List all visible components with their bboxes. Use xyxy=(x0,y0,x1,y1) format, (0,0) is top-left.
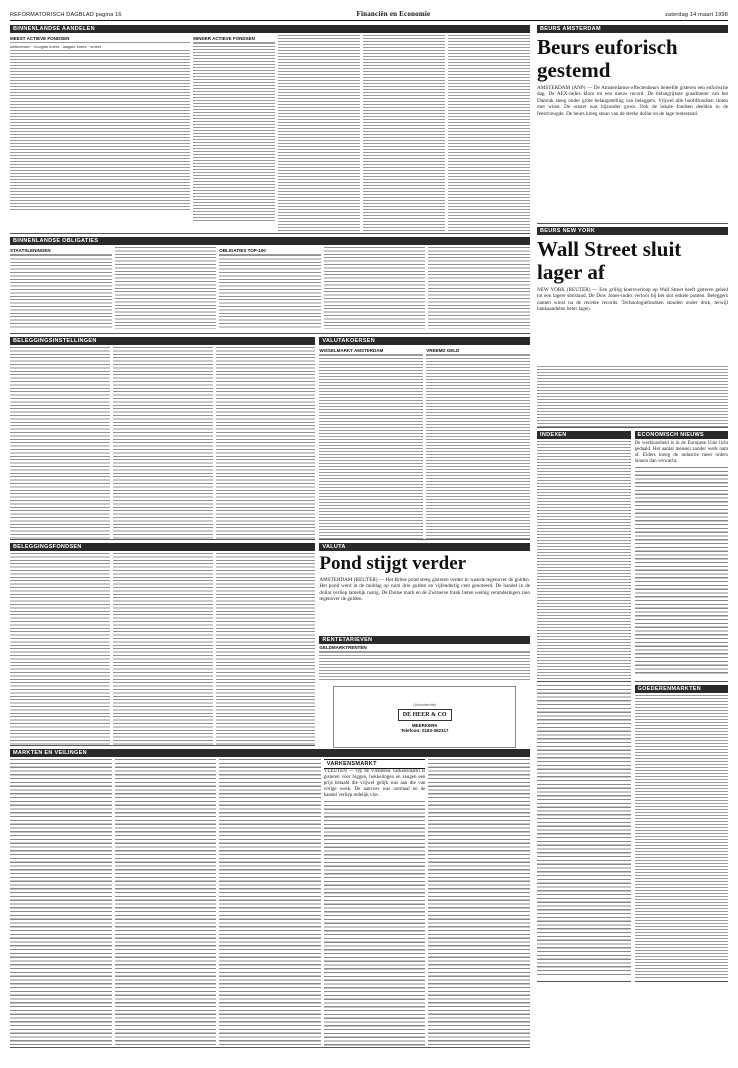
subsection-header: OBLIGATIES TOP-100 xyxy=(219,247,321,255)
article-beurs: AMSTERDAM (ANP) — De Amsterdamse effectenbeurs beleefde gisteren een euforische dag. De AEX-index klom tot een nieuw record. De belangrijkste graadmeter van het Damrak steeg onder grote belangstelling van beleggers. Vrijwel alle hoofdfondsen sloten met winst. De omzet was bijzonder groot. Ook de lokale fondsen deelden in de feestvreugde. De beurs kreeg steun van de sterke dollar en de lage rentestand. xyxy=(537,85,728,117)
price-listing xyxy=(448,35,530,231)
advertisement-label: (Advertentie) xyxy=(413,701,437,707)
section-indexen xyxy=(537,431,631,682)
section-header: GOEDERENMARKTEN xyxy=(635,685,729,693)
price-listing xyxy=(319,355,423,539)
price-column xyxy=(113,553,213,745)
section-header: VALUTAKOERSEN xyxy=(319,337,530,345)
section-header: MARKTEN EN VEILINGEN xyxy=(10,749,530,757)
headline-beurs: Beurs euforisch gestemd xyxy=(537,35,678,82)
advertiser-phone: Telefoon: 0183-352317 xyxy=(400,727,449,733)
page-layout xyxy=(10,25,728,1051)
text-column xyxy=(219,759,321,1048)
text-body xyxy=(428,759,530,1047)
price-listing xyxy=(426,355,530,539)
price-column xyxy=(10,347,110,539)
column-valuta-rente xyxy=(319,543,530,745)
text-body xyxy=(219,759,321,1047)
price-column xyxy=(216,553,316,745)
row-goederenmarkten xyxy=(537,685,728,985)
advertiser-name: MEERKERK xyxy=(411,722,438,728)
advertiser-logo: DE HEER & CO xyxy=(398,709,452,721)
section-header: BELEGGINGSINSTELLINGEN xyxy=(10,337,315,345)
row-beleggingsfondsen xyxy=(10,543,530,749)
headline-new-york: Wall Street sluit lager af xyxy=(537,237,682,284)
section-bottom-text xyxy=(537,685,631,982)
text-columns xyxy=(10,757,530,1048)
section-header: RENTETARIEVEN xyxy=(319,636,530,644)
subsection-header: STAATSLENINGEN xyxy=(10,247,112,255)
subsection-header: MINDER ACTIEVE FONDSEN xyxy=(193,35,275,43)
section-goederenmarkten xyxy=(635,685,729,982)
masthead-left: REFORMATORISCH DAGBLAD pagina 16 xyxy=(10,12,122,18)
masthead-date: zaterdag 14 maart 1998 xyxy=(665,12,728,18)
section-header: BINNENLANDSE AANDELEN xyxy=(10,25,530,33)
article-varkensmarkt: VLEUTEN — Op de Vleutense varkensmarkt is gisteren voor biggen, hokkelingen en zeugen een prijs betaald die vrijwel gelijk was aan die van vorige week. De aanvoer was normaal en de handel verliep redelijk vlot. xyxy=(323,769,426,798)
row-indexen xyxy=(537,431,728,685)
section-header: BEURS AMSTERDAM xyxy=(537,25,728,33)
masthead xyxy=(10,6,728,21)
price-listing xyxy=(193,43,275,223)
text-body xyxy=(115,759,217,1047)
price-column xyxy=(426,347,530,539)
advertisement xyxy=(333,686,516,748)
headline-valuta: Pond stijgt verder xyxy=(319,553,467,574)
text-column xyxy=(324,759,426,1048)
rate-listing xyxy=(319,652,530,682)
section-header: BELEGGINGSFONDSEN xyxy=(10,543,315,551)
main-column xyxy=(10,25,530,1051)
subsection-header: MEEST ACTIEVE FONDSEN xyxy=(10,35,190,43)
subsection-header: VREEMD GELD xyxy=(426,347,530,355)
text-body xyxy=(537,685,631,977)
text-column xyxy=(10,759,112,1048)
masthead-section: Financiën en Economie xyxy=(356,10,431,18)
section-binnenlandse-obligaties xyxy=(10,237,530,334)
price-column xyxy=(10,553,110,745)
section-valutakoersen xyxy=(319,337,530,540)
price-listing xyxy=(10,347,110,539)
column-headings: slotkoersen · hoogste koers · laagste koers · omzet xyxy=(10,44,101,49)
price-listing xyxy=(115,247,217,329)
price-column xyxy=(10,35,190,231)
section-beurs-new-york xyxy=(537,227,728,428)
section-markten-veilingen xyxy=(10,749,530,1048)
section-header: VARKENSMARKT xyxy=(324,759,426,769)
price-listing xyxy=(537,366,728,428)
price-listing xyxy=(10,50,190,210)
row-beleggingsinstellingen xyxy=(10,337,530,543)
section-economisch-nieuws xyxy=(635,431,729,682)
subsection-header: GELDMARKTRENTEN xyxy=(319,644,530,652)
price-columns xyxy=(10,33,530,231)
price-column xyxy=(193,35,275,231)
price-columns xyxy=(10,345,315,539)
price-listing xyxy=(113,553,213,745)
price-column xyxy=(324,247,426,329)
section-beleggingsinstellingen xyxy=(10,337,315,540)
section-header: BINNENLANDSE OBLIGATIES xyxy=(10,237,530,245)
price-listing xyxy=(278,35,360,231)
price-listing xyxy=(10,553,110,745)
side-column xyxy=(537,25,728,1051)
text-body xyxy=(324,801,426,1048)
price-column xyxy=(428,247,530,329)
price-listing xyxy=(219,255,321,329)
article-new-york: NEW YORK (REUTER) — Een grillig koersverloop op Wall Street heeft gisteren geleid tot een lagere slotstand. De Dow Jones-index verloor bij het slot enkele punten. Beleggers namen winst na de recente records. Technologiefondsen stonden onder druk, terwijl bankaandelen beter lagen. xyxy=(537,287,728,313)
text-body xyxy=(10,759,112,1047)
price-column xyxy=(219,247,321,329)
price-column xyxy=(448,35,530,231)
subsection-header: WISSELMARKT AMSTERDAM xyxy=(319,347,423,355)
price-column xyxy=(319,347,423,539)
text-body xyxy=(635,467,729,675)
section-binnenlandse-aandelen xyxy=(10,25,530,234)
article-valuta: AMSTERDAM (REUTER) — Het Britse pond steeg gisteren verder in waarde tegenover de gulden. Het pond werd in de middag op ruim drie gulden en vijfendertig cent genoteerd. De handel in de dollar verliep tamelijk rustig. De Duitse mark en de Zwitserse frank lieten weinig veranderingen zien tegenover de gulden. xyxy=(319,577,530,603)
section-header: ECONOMISCH NIEUWS xyxy=(635,431,729,439)
price-listing xyxy=(10,255,112,329)
section-header: BEURS NEW YORK xyxy=(537,227,728,235)
price-listing xyxy=(216,553,316,745)
price-column xyxy=(216,347,316,539)
price-columns xyxy=(319,345,530,539)
section-header: VALUTA xyxy=(319,543,530,551)
section-beurs-amsterdam xyxy=(537,25,728,224)
commodity-listing xyxy=(635,695,729,979)
index-listing xyxy=(537,441,631,681)
text-column xyxy=(428,759,530,1048)
text-column xyxy=(115,759,217,1048)
price-columns xyxy=(10,245,530,329)
price-listing xyxy=(428,247,530,329)
article-economisch-nieuws: De werkloosheid is in de Europese Unie licht gedaald. Het aantal mensen zonder werk nam af. Elders kreeg de industrie meer orders binnen dan verwacht. xyxy=(634,441,728,464)
price-columns xyxy=(10,551,315,745)
price-column xyxy=(363,35,445,231)
price-column xyxy=(10,247,112,329)
price-column xyxy=(278,35,360,231)
price-listing xyxy=(324,247,426,329)
price-column xyxy=(113,347,213,539)
price-column xyxy=(115,247,217,329)
section-beleggingsfondsen xyxy=(10,543,315,746)
price-listing xyxy=(363,35,445,231)
price-listing xyxy=(113,347,213,539)
price-listing xyxy=(216,347,316,539)
section-header: INDEXEN xyxy=(537,431,631,439)
